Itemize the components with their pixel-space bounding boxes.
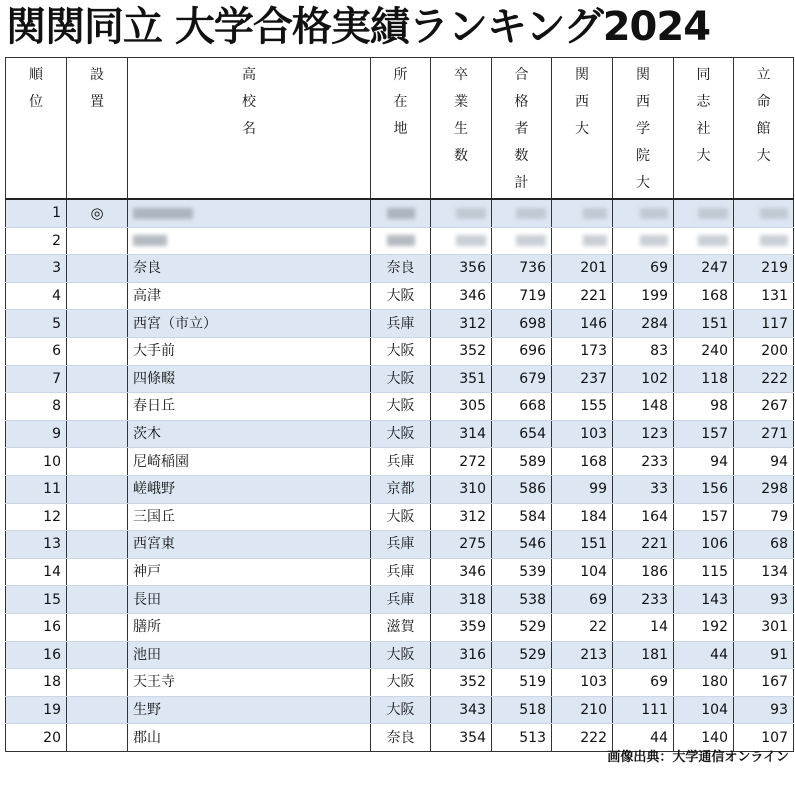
- cell-graduates: 352: [431, 669, 492, 697]
- cell-kansai: 237: [552, 365, 613, 393]
- cell-total: 668: [492, 393, 552, 421]
- table-row: [6, 558, 794, 586]
- cell-location: 滋賀: [371, 613, 431, 641]
- cell-school: 茨木: [128, 420, 371, 448]
- cell-doshisha: 168: [674, 282, 734, 310]
- cell-graduates: 346: [431, 282, 492, 310]
- column-header-setting: [67, 58, 128, 200]
- cell-location: 兵庫: [371, 586, 431, 614]
- redacted-value: [456, 235, 486, 246]
- cell-kwansei: 102: [613, 365, 674, 393]
- cell-school: [128, 199, 371, 227]
- header-char: 館: [756, 121, 771, 137]
- header-char: 数: [454, 148, 468, 164]
- cell-total: 519: [492, 669, 552, 697]
- header-char: 置: [90, 94, 104, 110]
- header-char: 合: [514, 67, 529, 83]
- cell-graduates: 346: [431, 558, 492, 586]
- cell-kansai: 69: [552, 586, 613, 614]
- cell-location: 奈良: [371, 724, 431, 752]
- cell-location: 大阪: [371, 669, 431, 697]
- cell-kwansei: 181: [613, 641, 674, 669]
- header-char: 大: [696, 148, 711, 164]
- cell-rank: 19: [6, 696, 67, 724]
- cell-school: 天王寺: [128, 669, 371, 697]
- cell-ritsumeikan: 167: [734, 669, 794, 697]
- redacted-value: [640, 235, 668, 246]
- cell-rank: 3: [6, 255, 67, 283]
- cell-total: 719: [492, 282, 552, 310]
- column-header-school: [128, 58, 371, 200]
- cell-kwansei: [613, 227, 674, 255]
- cell-doshisha: 106: [674, 531, 734, 559]
- cell-ritsumeikan: 301: [734, 613, 794, 641]
- redacted-value: [760, 208, 788, 219]
- cell-school: 尼崎稲園: [128, 448, 371, 476]
- cell-doshisha: 118: [674, 365, 734, 393]
- cell-total: 529: [492, 641, 552, 669]
- cell-ritsumeikan: 93: [734, 696, 794, 724]
- cell-doshisha: 192: [674, 613, 734, 641]
- cell-school: 長田: [128, 586, 371, 614]
- cell-kansai: 201: [552, 255, 613, 283]
- cell-ritsumeikan: 107: [734, 724, 794, 752]
- cell-ritsumeikan: 79: [734, 503, 794, 531]
- redacted-value: [387, 235, 415, 246]
- cell-total: 736: [492, 255, 552, 283]
- cell-kansai: 222: [552, 724, 613, 752]
- header-char: 命: [756, 94, 771, 110]
- cell-ritsumeikan: 267: [734, 393, 794, 421]
- header-char: 者: [514, 121, 529, 137]
- cell-school: 郡山: [128, 724, 371, 752]
- cell-location: [371, 227, 431, 255]
- cell-total: 546: [492, 531, 552, 559]
- cell-kansai: 151: [552, 531, 613, 559]
- cell-total: 529: [492, 613, 552, 641]
- cell-kwansei: 14: [613, 613, 674, 641]
- cell-ritsumeikan: [734, 199, 794, 227]
- redacted-value: [760, 235, 788, 246]
- cell-doshisha: 115: [674, 558, 734, 586]
- cell-ritsumeikan: 271: [734, 420, 794, 448]
- cell-rank: 16: [6, 641, 67, 669]
- cell-doshisha: 94: [674, 448, 734, 476]
- cell-rank: 5: [6, 310, 67, 338]
- table-row: [6, 448, 794, 476]
- cell-location: 大阪: [371, 420, 431, 448]
- header-char: 社: [696, 121, 711, 137]
- cell-location: 大阪: [371, 503, 431, 531]
- cell-rank: 12: [6, 503, 67, 531]
- cell-doshisha: 98: [674, 393, 734, 421]
- cell-rank: 4: [6, 282, 67, 310]
- column-header-graduates: [431, 58, 492, 200]
- table-row: [6, 227, 794, 255]
- cell-mark: [67, 393, 128, 421]
- cell-kwansei: 164: [613, 503, 674, 531]
- cell-ritsumeikan: 219: [734, 255, 794, 283]
- table-row: [6, 393, 794, 421]
- header-char: 同: [696, 67, 711, 83]
- header-char: 大: [756, 148, 771, 164]
- cell-kansai: 22: [552, 613, 613, 641]
- cell-kansai: 103: [552, 420, 613, 448]
- cell-location: 奈良: [371, 255, 431, 283]
- header-char: 西: [636, 94, 650, 110]
- cell-rank: 11: [6, 475, 67, 503]
- redacted-value: [456, 208, 486, 219]
- cell-ritsumeikan: 134: [734, 558, 794, 586]
- cell-rank: 14: [6, 558, 67, 586]
- cell-school: 高津: [128, 282, 371, 310]
- header-char: 院: [636, 148, 650, 164]
- cell-graduates: 343: [431, 696, 492, 724]
- cell-graduates: 272: [431, 448, 492, 476]
- cell-mark: [67, 613, 128, 641]
- cell-kwansei: 284: [613, 310, 674, 338]
- cell-total: [492, 227, 552, 255]
- cell-location: 大阪: [371, 393, 431, 421]
- redacted-value: [583, 235, 607, 246]
- cell-location: 大阪: [371, 641, 431, 669]
- cell-ritsumeikan: 68: [734, 531, 794, 559]
- cell-doshisha: 44: [674, 641, 734, 669]
- cell-total: [492, 199, 552, 227]
- cell-graduates: 275: [431, 531, 492, 559]
- cell-mark: [67, 475, 128, 503]
- cell-kansai: [552, 199, 613, 227]
- table-row: [6, 420, 794, 448]
- header-char: 名: [242, 121, 256, 137]
- cell-ritsumeikan: 94: [734, 448, 794, 476]
- cell-graduates: 314: [431, 420, 492, 448]
- header-char: 西: [575, 94, 589, 110]
- cell-kansai: 146: [552, 310, 613, 338]
- cell-graduates: 354: [431, 724, 492, 752]
- cell-kwansei: 221: [613, 531, 674, 559]
- cell-ritsumeikan: 91: [734, 641, 794, 669]
- cell-ritsumeikan: 93: [734, 586, 794, 614]
- cell-total: 698: [492, 310, 552, 338]
- cell-graduates: 351: [431, 365, 492, 393]
- cell-mark: [67, 448, 128, 476]
- table-body: [6, 199, 794, 751]
- cell-location: 大阪: [371, 282, 431, 310]
- column-header-kwansei: [613, 58, 674, 200]
- cell-kwansei: 148: [613, 393, 674, 421]
- cell-location: 兵庫: [371, 558, 431, 586]
- cell-rank: 18: [6, 669, 67, 697]
- cell-rank: 6: [6, 337, 67, 365]
- cell-total: 679: [492, 365, 552, 393]
- cell-doshisha: 157: [674, 503, 734, 531]
- cell-kansai: 103: [552, 669, 613, 697]
- cell-location: 兵庫: [371, 531, 431, 559]
- table-row: [6, 613, 794, 641]
- cell-doshisha: 140: [674, 724, 734, 752]
- column-header-rank: [6, 58, 67, 200]
- cell-school: 神戸: [128, 558, 371, 586]
- cell-kwansei: 33: [613, 475, 674, 503]
- header-char: 高: [242, 67, 256, 83]
- cell-doshisha: 157: [674, 420, 734, 448]
- cell-rank: 9: [6, 420, 67, 448]
- cell-ritsumeikan: [734, 227, 794, 255]
- cell-mark: [67, 282, 128, 310]
- cell-kansai: 155: [552, 393, 613, 421]
- redacted-value: [133, 208, 193, 219]
- table-row: [6, 310, 794, 338]
- header-char: 関: [575, 67, 589, 83]
- column-header-doshisha: [674, 58, 734, 200]
- cell-rank: 8: [6, 393, 67, 421]
- cell-mark: [67, 696, 128, 724]
- redacted-value: [698, 235, 728, 246]
- header-char: 在: [393, 94, 408, 110]
- page-title: 関関同立 大学合格実績ランキング2024: [6, 4, 711, 50]
- cell-rank: 7: [6, 365, 67, 393]
- header-char: 立: [756, 67, 771, 83]
- table-row: [6, 641, 794, 669]
- cell-school: 膳所: [128, 613, 371, 641]
- cell-graduates: 359: [431, 613, 492, 641]
- cell-mark: [67, 337, 128, 365]
- cell-kansai: 210: [552, 696, 613, 724]
- table-row: [6, 365, 794, 393]
- redacted-value: [133, 235, 167, 246]
- cell-rank: 13: [6, 531, 67, 559]
- cell-location: 大阪: [371, 696, 431, 724]
- cell-mark: [67, 227, 128, 255]
- cell-school: 奈良: [128, 255, 371, 283]
- table-row: [6, 669, 794, 697]
- cell-total: 586: [492, 475, 552, 503]
- header-char: 大: [575, 121, 589, 137]
- cell-ritsumeikan: 117: [734, 310, 794, 338]
- table-row: [6, 282, 794, 310]
- cell-school: 西宮東: [128, 531, 371, 559]
- cell-kwansei: 83: [613, 337, 674, 365]
- cell-kansai: 99: [552, 475, 613, 503]
- cell-kansai: 184: [552, 503, 613, 531]
- cell-rank: 10: [6, 448, 67, 476]
- redacted-value: [640, 208, 668, 219]
- table-row: [6, 199, 794, 227]
- cell-mark: [67, 365, 128, 393]
- cell-total: 654: [492, 420, 552, 448]
- header-char: 志: [696, 94, 711, 110]
- header-char: 地: [393, 121, 408, 137]
- cell-kwansei: 69: [613, 255, 674, 283]
- cell-ritsumeikan: 200: [734, 337, 794, 365]
- cell-location: 京都: [371, 475, 431, 503]
- cell-school: 大手前: [128, 337, 371, 365]
- cell-school: 春日丘: [128, 393, 371, 421]
- cell-mark: [67, 420, 128, 448]
- table-row: [6, 696, 794, 724]
- cell-kwansei: 123: [613, 420, 674, 448]
- cell-doshisha: 247: [674, 255, 734, 283]
- table-header: [6, 58, 794, 200]
- cell-rank: 15: [6, 586, 67, 614]
- cell-mark: [67, 724, 128, 752]
- cell-mark: [67, 586, 128, 614]
- cell-ritsumeikan: 131: [734, 282, 794, 310]
- table-row: [6, 475, 794, 503]
- cell-kwansei: 233: [613, 448, 674, 476]
- table-row: [6, 531, 794, 559]
- cell-kansai: [552, 227, 613, 255]
- table-row: [6, 337, 794, 365]
- cell-graduates: 356: [431, 255, 492, 283]
- cell-total: 539: [492, 558, 552, 586]
- redacted-value: [698, 208, 728, 219]
- header-char: 学: [636, 121, 650, 137]
- cell-school: 生野: [128, 696, 371, 724]
- header-char: 格: [514, 94, 529, 110]
- image-credit: 画像出典：大学通信オンライン: [607, 750, 789, 765]
- cell-school: 三国丘: [128, 503, 371, 531]
- column-header-ritsumeikan: [734, 58, 794, 200]
- redacted-value: [583, 208, 607, 219]
- column-header-total: [492, 58, 552, 200]
- cell-graduates: 318: [431, 586, 492, 614]
- header-char: 順: [29, 67, 43, 83]
- cell-mark: [67, 558, 128, 586]
- column-header-location: [371, 58, 431, 200]
- cell-doshisha: 143: [674, 586, 734, 614]
- redacted-value: [516, 208, 546, 219]
- cell-doshisha: 151: [674, 310, 734, 338]
- table-row: [6, 586, 794, 614]
- cell-ritsumeikan: 298: [734, 475, 794, 503]
- cell-rank: 16: [6, 613, 67, 641]
- cell-total: 513: [492, 724, 552, 752]
- cell-kwansei: 186: [613, 558, 674, 586]
- cell-school: [128, 227, 371, 255]
- header-char: 業: [454, 94, 468, 110]
- cell-kwansei: 111: [613, 696, 674, 724]
- cell-doshisha: 240: [674, 337, 734, 365]
- header-char: 生: [454, 121, 468, 137]
- cell-graduates: 305: [431, 393, 492, 421]
- table-row: [6, 255, 794, 283]
- cell-doshisha: 180: [674, 669, 734, 697]
- cell-total: 538: [492, 586, 552, 614]
- cell-total: 584: [492, 503, 552, 531]
- cell-school: 西宮（市立）: [128, 310, 371, 338]
- cell-doshisha: [674, 199, 734, 227]
- cell-school: 嵯峨野: [128, 475, 371, 503]
- cell-rank: 1: [6, 199, 67, 227]
- cell-graduates: [431, 199, 492, 227]
- cell-mark: [67, 503, 128, 531]
- cell-total: 518: [492, 696, 552, 724]
- cell-graduates: 312: [431, 310, 492, 338]
- cell-kwansei: 69: [613, 669, 674, 697]
- cell-doshisha: 156: [674, 475, 734, 503]
- cell-kansai: 221: [552, 282, 613, 310]
- header-char: 大: [636, 175, 650, 191]
- cell-total: 589: [492, 448, 552, 476]
- cell-kansai: 168: [552, 448, 613, 476]
- cell-location: 兵庫: [371, 310, 431, 338]
- cell-ritsumeikan: 222: [734, 365, 794, 393]
- redacted-value: [516, 235, 546, 246]
- header-char: 校: [242, 94, 256, 110]
- cell-kansai: 104: [552, 558, 613, 586]
- column-header-kansai: [552, 58, 613, 200]
- header-char: 数: [514, 148, 529, 164]
- header-char: 位: [29, 94, 43, 110]
- cell-graduates: 352: [431, 337, 492, 365]
- header-char: 計: [514, 175, 529, 191]
- cell-mark: [67, 310, 128, 338]
- cell-location: 大阪: [371, 337, 431, 365]
- header-char: 卒: [454, 67, 468, 83]
- cell-graduates: 312: [431, 503, 492, 531]
- header-char: 所: [393, 67, 408, 83]
- cell-school: 四條畷: [128, 365, 371, 393]
- cell-school: 池田: [128, 641, 371, 669]
- cell-kansai: 173: [552, 337, 613, 365]
- cell-graduates: 316: [431, 641, 492, 669]
- cell-location: 大阪: [371, 365, 431, 393]
- cell-total: 696: [492, 337, 552, 365]
- cell-mark: [67, 641, 128, 669]
- cell-mark: [67, 669, 128, 697]
- table-row: [6, 503, 794, 531]
- cell-mark: [67, 255, 128, 283]
- cell-rank: 2: [6, 227, 67, 255]
- cell-kansai: 213: [552, 641, 613, 669]
- cell-doshisha: [674, 227, 734, 255]
- header-row: [6, 58, 794, 200]
- cell-doshisha: 104: [674, 696, 734, 724]
- cell-kwansei: 44: [613, 724, 674, 752]
- cell-mark: [67, 531, 128, 559]
- ranking-table: [5, 57, 794, 752]
- header-char: 関: [636, 67, 650, 83]
- cell-kwansei: 233: [613, 586, 674, 614]
- redacted-value: [387, 208, 415, 219]
- cell-kwansei: 199: [613, 282, 674, 310]
- header-char: 設: [90, 67, 104, 83]
- cell-location: 兵庫: [371, 448, 431, 476]
- cell-mark: ◎: [67, 199, 128, 227]
- cell-graduates: 310: [431, 475, 492, 503]
- cell-graduates: [431, 227, 492, 255]
- cell-rank: 20: [6, 724, 67, 752]
- cell-location: [371, 199, 431, 227]
- cell-kwansei: [613, 199, 674, 227]
